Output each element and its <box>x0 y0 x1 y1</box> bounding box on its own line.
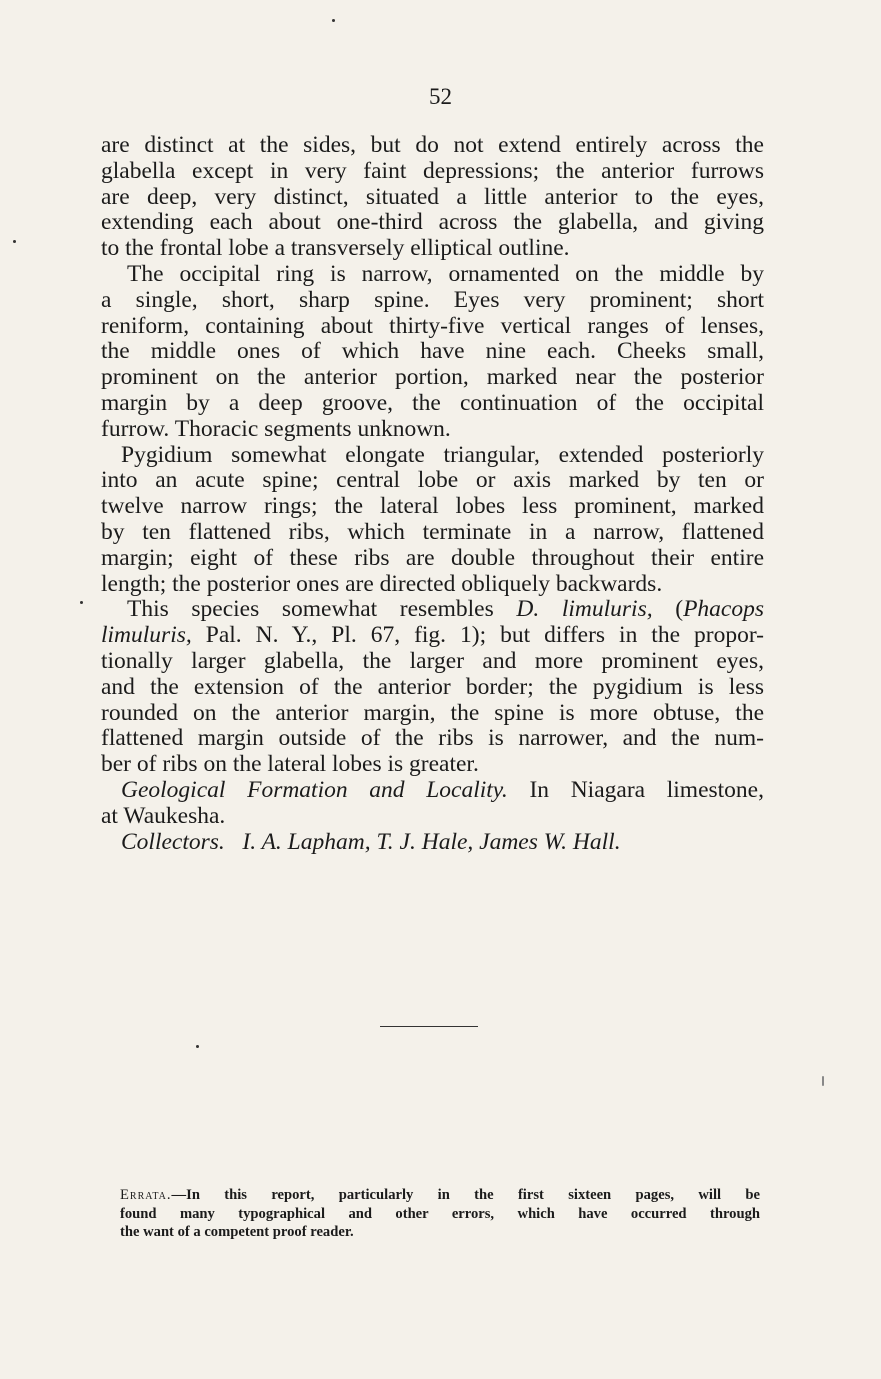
text-line: flattened margin outside of the ribs is narrower, and the num- <box>101 725 764 752</box>
text-line: The occipital ring is narrow, ornamented on the middle by <box>127 260 764 287</box>
errata-line: found many typographical and other errors, which have occurred through <box>120 1205 760 1222</box>
species-name: D. limuluris, <box>516 596 653 623</box>
text-line: Pygidium somewhat elongate triangular, extended posteriorly <box>121 441 764 468</box>
text-line: prominent on the anterior portion, marked near the posterior <box>101 364 764 391</box>
text-line: furrow. Thoracic segments unknown. <box>101 415 451 442</box>
formation-locality <box>101 778 764 830</box>
text-line: a single, short, sharp spine. Eyes very prominent; short <box>101 286 764 313</box>
errata-label: Errata. <box>120 1187 172 1203</box>
collectors-names: I. A. Lapham, T. J. Hale, James W. Hall. <box>242 828 621 855</box>
text-segment: —In this report, particularly in the first sixteen pages, will be <box>171 1187 760 1203</box>
genus-name: Phacops <box>683 596 765 623</box>
errata-line: the want of a competent proof reader. <box>120 1224 354 1240</box>
text-line: margin by a deep groove, the continuation of the occipital <box>101 389 764 416</box>
formation-label: Geological Formation and Locality. <box>121 776 508 803</box>
text-line: tionally larger glabella, the larger and more prominent eyes, <box>101 647 764 674</box>
collectors <box>101 830 764 856</box>
body-text <box>101 133 764 855</box>
paragraph-3 <box>101 443 764 598</box>
scan-speck <box>822 1076 824 1086</box>
text-segment: This species somewhat resembles <box>127 596 517 623</box>
text-line: rounded on the anterior margin, the spine is more obtuse, the <box>101 699 764 726</box>
page-number: 52 <box>429 84 452 109</box>
text-segment: Pal. N. Y., Pl. 67, fig. 1); but differs in the propor- <box>191 622 764 649</box>
species-name: limuluris, <box>101 622 192 649</box>
text-line: ber of ribs on the lateral lobes is greater. <box>101 751 479 778</box>
scan-speck <box>196 1045 199 1048</box>
formation-text: In Niagara limestone, <box>507 776 764 803</box>
text-segment: ( <box>652 596 684 623</box>
text-line: reniform, containing about thirty-five vertical ranges of lenses, <box>101 312 764 339</box>
text-line: are deep, very distinct, situated a little anterior to the eyes, <box>101 183 764 210</box>
text-line <box>101 623 764 649</box>
scan-speck <box>13 240 16 243</box>
paragraph-4 <box>101 597 764 778</box>
text-line: at Waukesha. <box>101 802 226 829</box>
text-line: glabella except in very faint depressions; the anterior furrows <box>101 157 764 184</box>
text-line: to the frontal lobe a transversely elliptical outline. <box>101 235 570 262</box>
paragraph-1 <box>101 133 764 262</box>
text-line: extending each about one-third across the glabella, and giving <box>101 209 764 236</box>
text-line: margin; eight of these ribs are double throughout their entire <box>101 544 764 571</box>
scan-speck <box>80 601 83 604</box>
collectors-label: Collectors. <box>121 828 225 855</box>
text-line: length; the posterior ones are directed obliquely backwards. <box>101 570 663 597</box>
text-line: twelve narrow rings; the lateral lobes less prominent, marked <box>101 493 764 520</box>
text-line: the middle ones of which have nine each. Cheeks small, <box>101 338 764 365</box>
text-line: and the extension of the anterior border; the pygidium is less <box>101 673 764 700</box>
errata-note <box>120 1186 760 1242</box>
text-line <box>101 778 764 804</box>
scan-speck <box>332 19 335 22</box>
text-line: into an acute spine; central lobe or axis marked by ten or <box>101 467 764 494</box>
text-line: by ten flattened ribs, which terminate in a narrow, flattened <box>101 518 764 545</box>
section-divider <box>380 1026 478 1027</box>
text-line: are distinct at the sides, but do not extend entirely across the <box>101 132 764 158</box>
errata-line <box>120 1186 760 1205</box>
text-line <box>101 597 764 623</box>
paragraph-2 <box>101 262 764 443</box>
text-line <box>101 830 764 856</box>
